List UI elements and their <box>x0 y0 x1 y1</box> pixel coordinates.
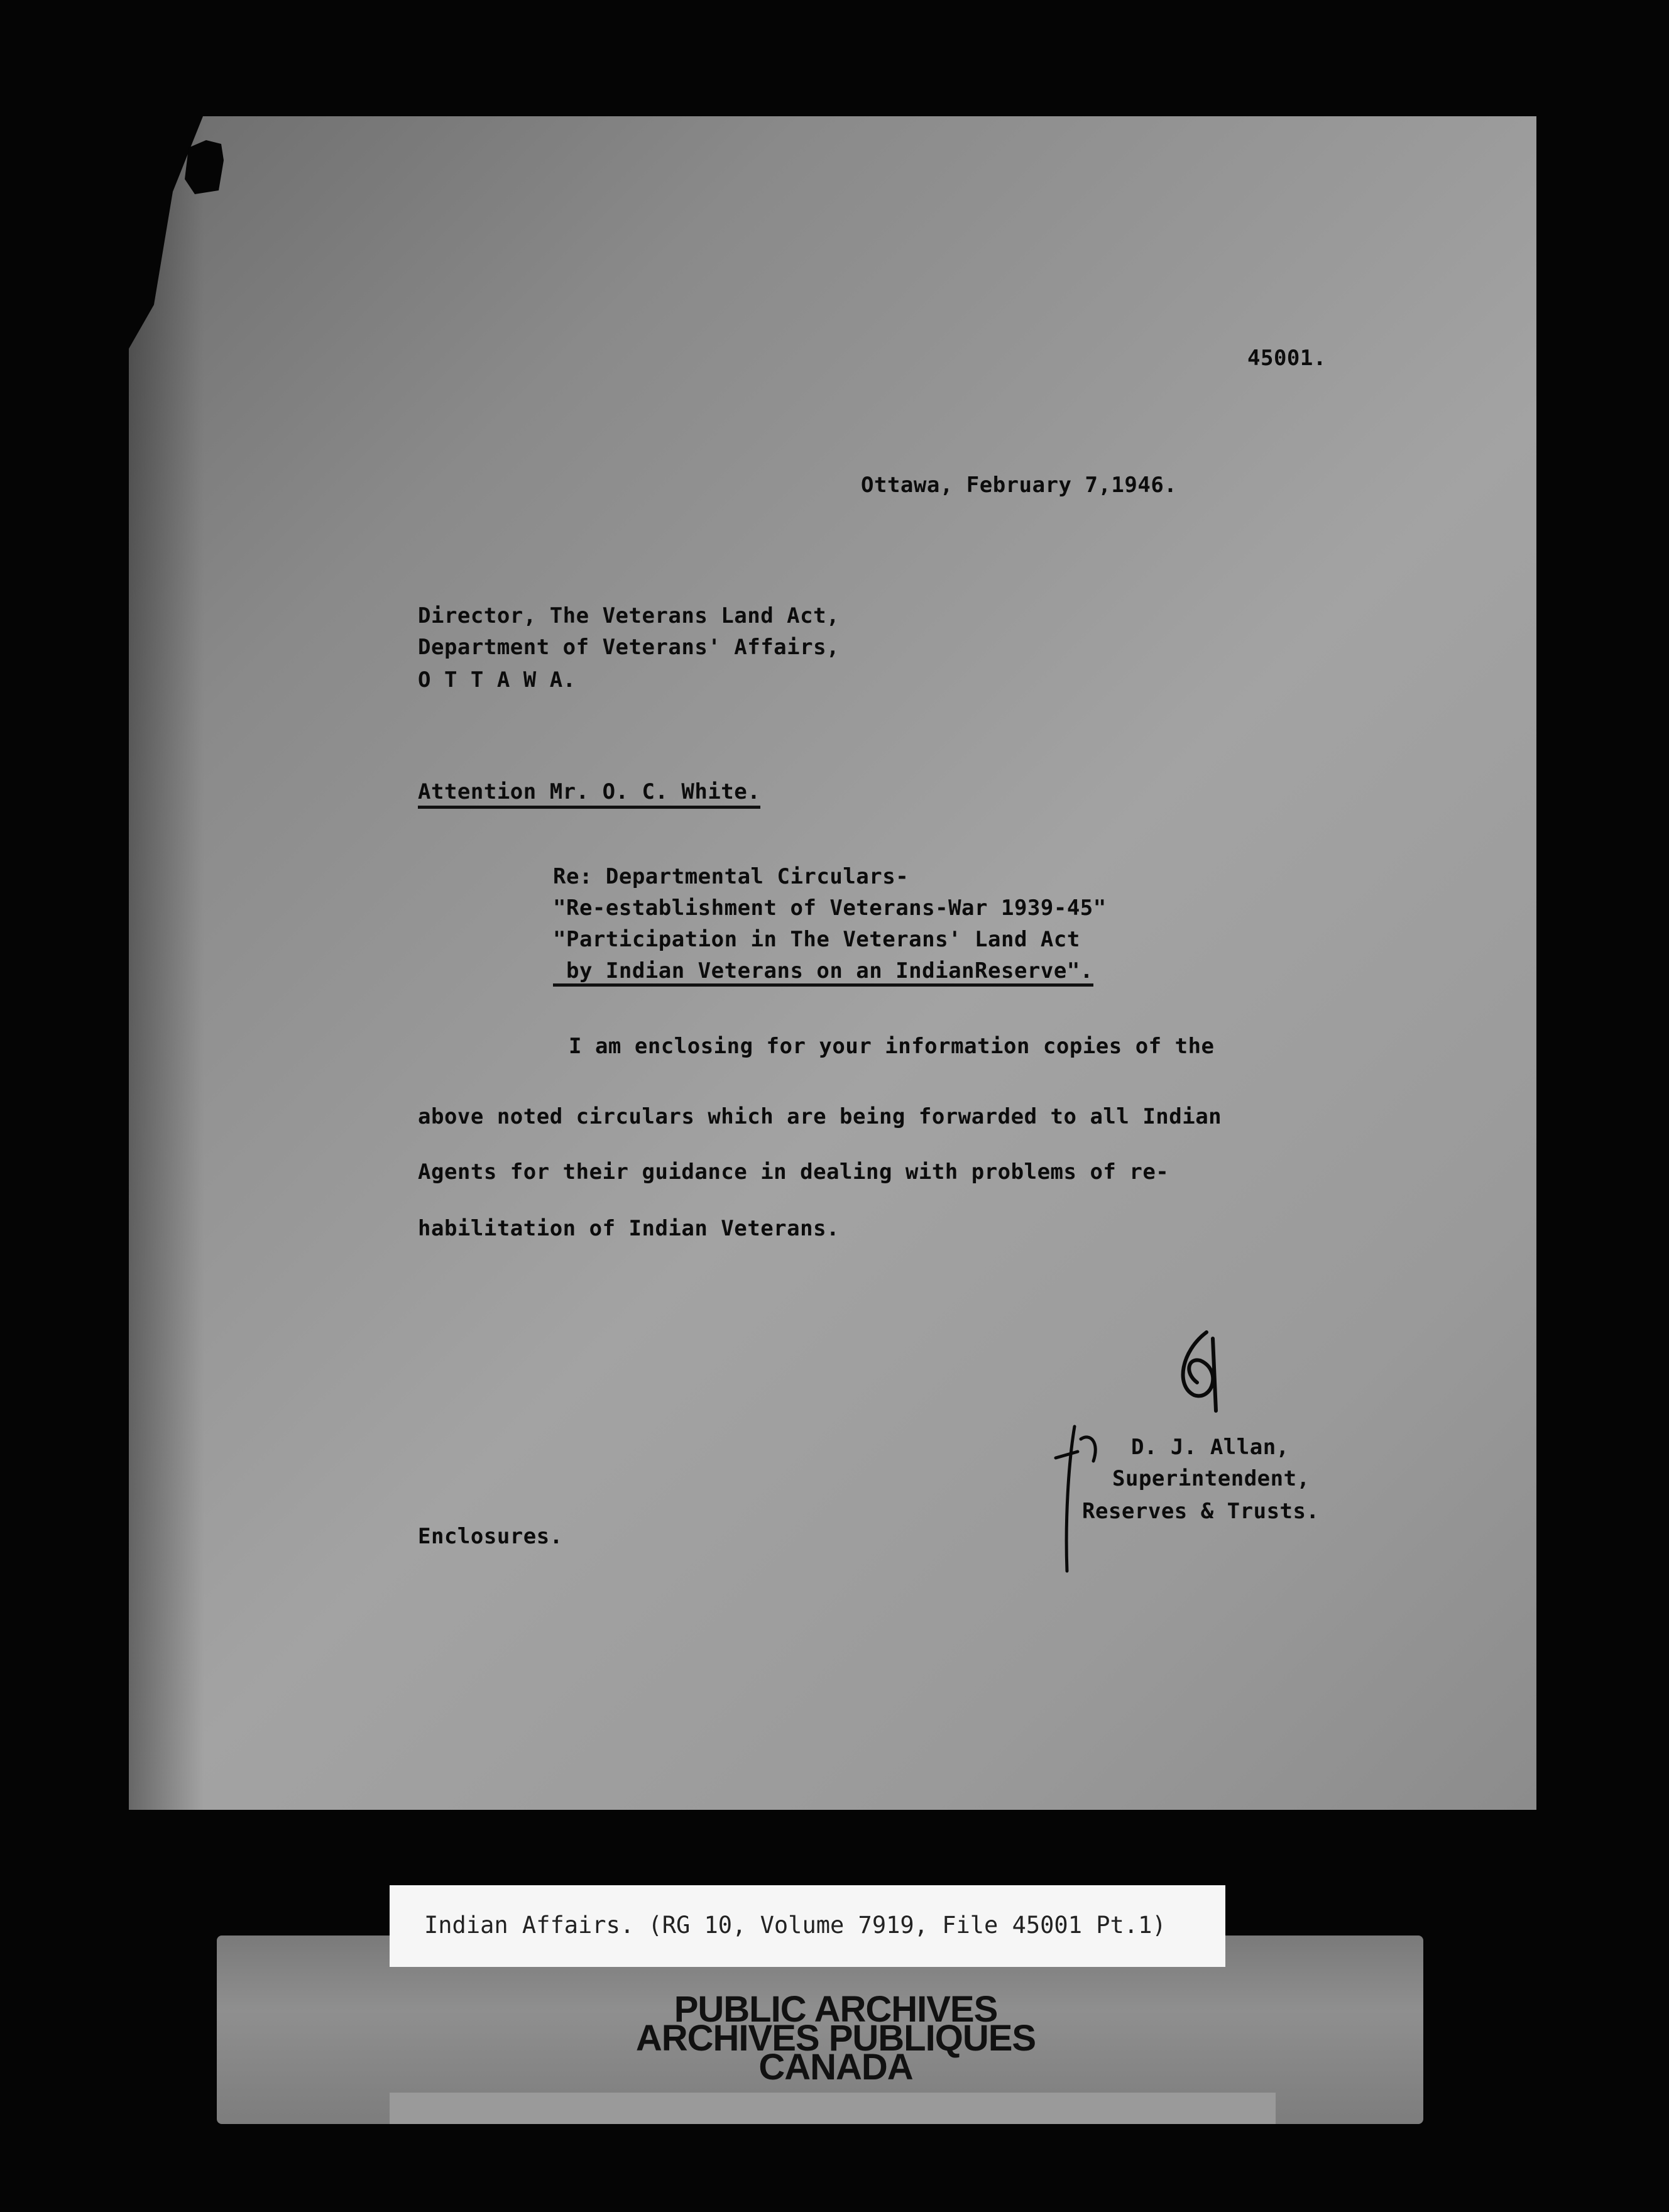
recipient-line: Director, The Veterans Land Act, <box>418 603 840 628</box>
archive-stamp <box>452 1989 1219 2088</box>
archive-reference-label <box>390 1885 1225 1967</box>
signer-division: Reserves & Trusts. <box>1082 1499 1320 1524</box>
re-line: Re: Departmental Circulars- <box>553 864 909 889</box>
stamp-line: ARCHIVES PUBLIQUES <box>635 2018 1036 2059</box>
enclosures-note: Enclosures. <box>418 1524 563 1549</box>
body-line: above noted circulars which are being forwarded to all Indian <box>418 1104 1222 1129</box>
punch-hole-icon <box>182 135 226 198</box>
body-line: I am enclosing for your information copies of the <box>569 1034 1215 1059</box>
signer-name: D. J. Allan, <box>1131 1435 1289 1460</box>
recipient-line: O T T A W A. <box>418 667 576 693</box>
archive-folder-tab <box>390 2093 1276 2124</box>
re-line: "Re-establishment of Veterans-War 1939-45" <box>553 895 1107 921</box>
stamp-line: PUBLIC ARCHIVES <box>674 1989 998 2030</box>
signer-title: Superintendent, <box>1112 1466 1310 1491</box>
re-line: by Indian Veterans on an IndianReserve". <box>553 958 1093 987</box>
attention-line: Attention Mr. O. C. White. <box>418 779 760 809</box>
page-edge-shadow <box>129 116 204 1810</box>
stamp-line: CANADA <box>758 2047 913 2088</box>
archive-reference-text: Indian Affairs. (RG 10, Volume 7919, File 45001 Pt.1) <box>424 1912 1166 1939</box>
body-line: habilitation of Indian Veterans. <box>418 1216 840 1241</box>
recipient-line: Department of Veterans' Affairs, <box>418 635 840 660</box>
date-line: Ottawa, February 7,1946. <box>861 473 1178 498</box>
body-line: Agents for their guidance in dealing with problems of re- <box>418 1159 1169 1185</box>
handwritten-initials-signature <box>1169 1326 1244 1414</box>
file-number: 45001. <box>1247 346 1327 371</box>
re-line: "Participation in The Veterans' Land Act <box>553 927 1080 952</box>
handwritten-for-mark <box>1049 1414 1106 1577</box>
